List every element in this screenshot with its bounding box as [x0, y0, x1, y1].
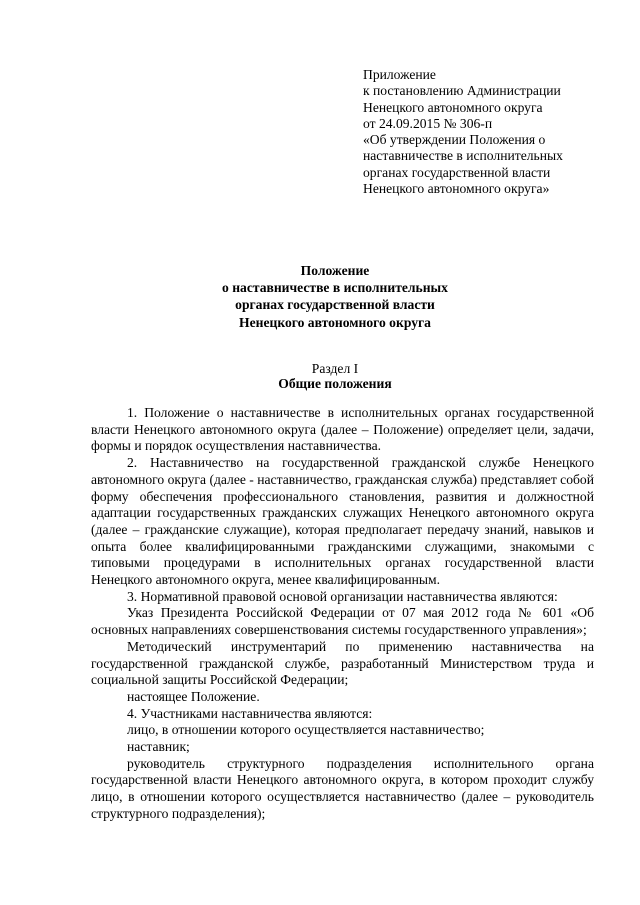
document-body — [91, 405, 594, 823]
appendix-line: наставничестве в исполнительных — [363, 148, 563, 164]
section-title: Общие положения — [278, 376, 392, 391]
paragraph: 4. Участниками наставничества являются: — [127, 705, 373, 721]
appendix-line: к постановлению Администрации — [363, 83, 561, 99]
paragraph: Указ Президента Российской Федерации от 07 мая 2012 года № 601 «Об основных направлениях совершенствования системы государственного управления»; — [91, 605, 594, 638]
appendix-line: Ненецкого автономного округа» — [363, 181, 550, 197]
paragraph: 2. Наставничество на государственной гражданской службе Ненецкого автономного округа (далее - наставничество, гражданская служба) представляет собой форму обеспечения профессионального становления, развития и должностной адаптации государственных гражданских служащих Ненецкого автономного округа (далее – гражданские служащие), которая предполагает передачу знаний, навыков и опыта более квалифицированными гражданскими служащими, знакомыми с типовыми процедурами в исполнительных органах государственной власти Ненецкого автономного округа, менее квалифицированным. — [91, 455, 594, 588]
appendix-line: от 24.09.2015 № 306-п — [363, 115, 493, 131]
title-line: органах государственной власти — [235, 297, 435, 313]
paragraph: наставник; — [127, 739, 190, 755]
paragraph: Методический инструментарий по применению наставничества на государственной гражданской службе, разработанный Министерством труда и социальной защиты Российской Федерации; — [91, 638, 594, 688]
appendix-header — [363, 67, 613, 197]
paragraph: лицо, в отношении которого осуществляется наставничество; — [127, 722, 485, 738]
paragraph: 3. Нормативной правовой основой организации наставничества являются: — [127, 588, 558, 604]
title-line: о наставничестве в исполнительных — [222, 280, 448, 296]
paragraph: настоящее Положение. — [127, 688, 260, 704]
appendix-line: органах государственной власти — [363, 164, 551, 180]
title-line: Ненецкого автономного округа — [239, 314, 431, 330]
paragraph: руководитель структурного подразделения исполнительного органа государственной власти Ненецкого автономного округа, в котором проходит службу лицо, в отношении которого осуществляется наставничество (далее – руководитель структурного подразделения); — [91, 755, 594, 821]
section-number: Раздел I — [311, 361, 359, 376]
document-title — [90, 262, 580, 331]
paragraph: 1. Положение о наставничестве в исполнительных органах государственной власти Ненецкого автономного округа (далее – Положение) определяет цели, задачи, формы и порядок осуществления наставничества. — [91, 405, 594, 454]
appendix-line: Приложение — [363, 67, 436, 82]
appendix-line: «Об утверждении Положения о — [363, 132, 546, 148]
title-line: Положение — [300, 263, 370, 278]
appendix-line: Ненецкого автономного округа — [363, 99, 543, 115]
